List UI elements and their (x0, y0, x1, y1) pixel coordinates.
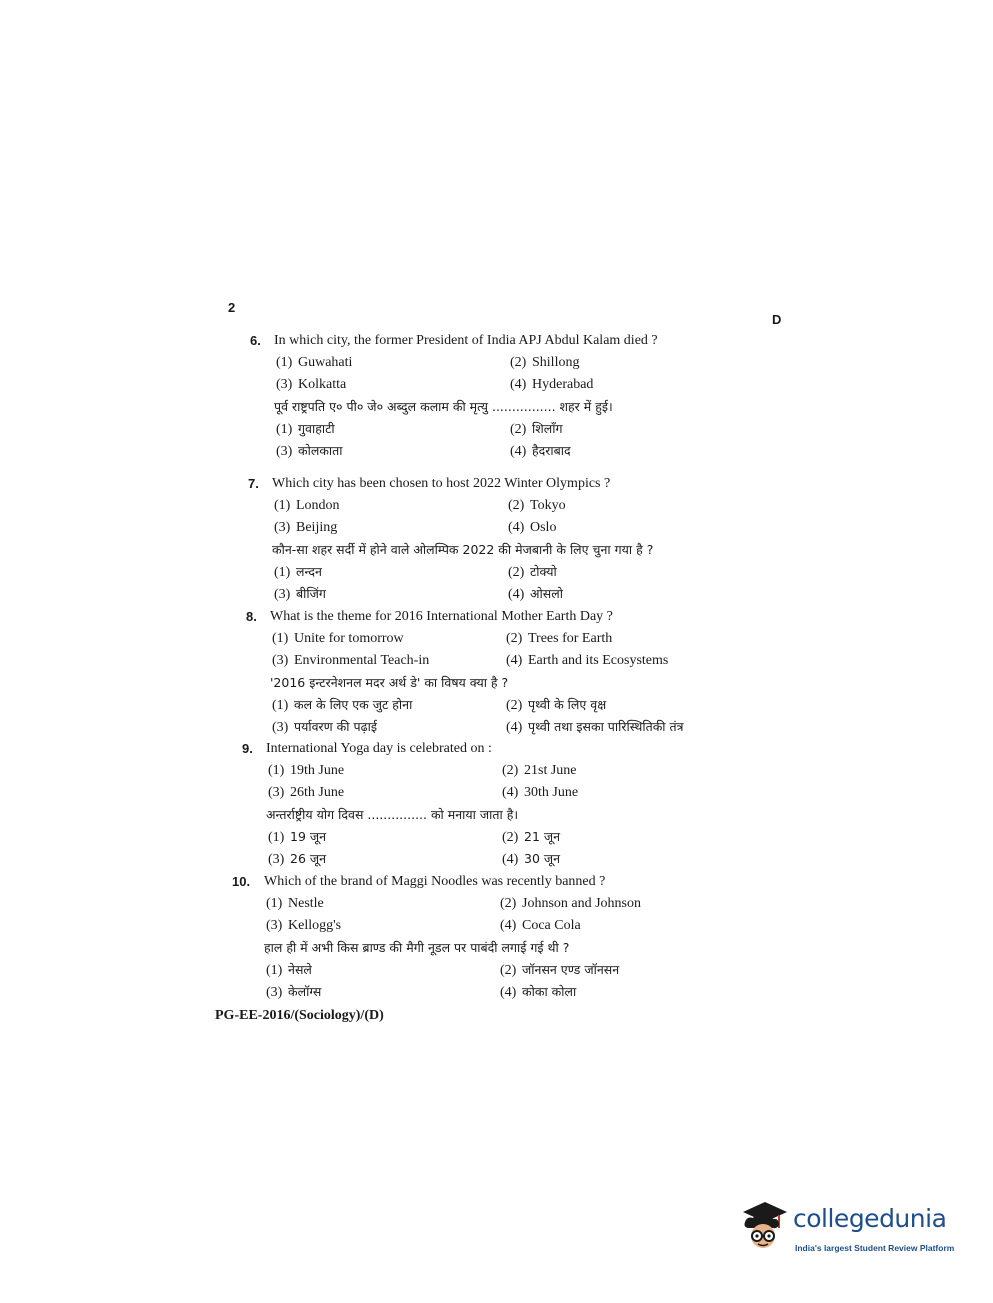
option-4-hindi: (4) कोका कोला (500, 984, 577, 1000)
option-3: (3) Beijing (274, 520, 338, 535)
question-text: Which of the brand of Maggi Noodles was recently banned ? (264, 874, 606, 889)
option-1-hindi: (1) नेसले (266, 962, 312, 978)
option-3-hindi: (3) 26 जून (268, 851, 327, 867)
option-1-hindi: (1) गुवाहाटी (276, 421, 335, 437)
question-number: 7. (248, 476, 259, 491)
option-4: (4) Oslo (508, 520, 557, 535)
brand-tagline: India's largest Student Review Platform (795, 1243, 955, 1253)
page-number: 2 (228, 300, 236, 315)
option-2-hindi: (2) 21 जून (502, 829, 561, 845)
booklet-code: D (772, 312, 782, 327)
brand-name: collegedunia (793, 1204, 947, 1233)
option-2-hindi: (2) टोक्यो (508, 564, 557, 580)
option-2: (2) 21st June (502, 763, 577, 778)
option-4-hindi: (4) हैदराबाद (510, 443, 571, 459)
question-6 (250, 331, 744, 463)
option-4: (4) Earth and its Ecosystems (506, 653, 669, 668)
student-mascot-icon (735, 1198, 791, 1258)
option-1-hindi: (1) कल के लिए एक जुट होना (272, 697, 413, 713)
question-10 (232, 872, 734, 1004)
question-text: In which city, the former President of India APJ Abdul Kalam died ? (274, 333, 658, 348)
option-2-hindi: (2) जॉनसन एण्ड जॉनसन (500, 962, 620, 978)
question-number: 10. (232, 874, 251, 889)
question-number: 8. (246, 609, 257, 624)
option-4-hindi: (4) ओसलो (508, 586, 563, 602)
option-4-hindi: (4) पृथ्वी तथा इसका पारिस्थितिकी तंत्र (506, 719, 684, 735)
question-9 (242, 739, 736, 871)
question-7 (248, 474, 742, 606)
question-number: 9. (242, 741, 253, 756)
option-4-hindi: (4) 30 जून (502, 851, 561, 867)
collegedunia-watermark (735, 1196, 965, 1262)
option-3: (3) Environmental Teach-in (272, 653, 430, 668)
option-2-hindi: (2) शिलाँग (510, 421, 563, 437)
question-text: International Yoga day is celebrated on : (266, 741, 492, 756)
option-3: (3) Kolkatta (276, 377, 347, 392)
option-1: (1) 19th June (268, 763, 345, 778)
option-4: (4) Hyderabad (510, 377, 594, 392)
question-text-hindi: '2016 इन्टरनेशनल मदर अर्थ डे' का विषय क्या है ? (270, 675, 509, 690)
option-3-hindi: (3) कोलकाता (276, 443, 343, 459)
question-text: What is the theme for 2016 International Mother Earth Day ? (270, 609, 613, 624)
question-text-hindi: हाल ही में अभी किस ब्राण्ड की मैगी नूडल पर पाबंदी लगाई गई थी ? (264, 940, 570, 955)
option-3-hindi: (3) बीजिंग (274, 586, 326, 602)
option-3: (3) Kellogg's (266, 918, 342, 933)
question-number: 6. (250, 333, 261, 348)
paper-code-footer: PG-EE-2016/(Sociology)/(D) (215, 1008, 384, 1023)
option-2: (2) Trees for Earth (506, 631, 613, 646)
option-2: (2) Johnson and Johnson (500, 896, 642, 911)
question-8 (246, 607, 740, 739)
option-3: (3) 26th June (268, 785, 345, 800)
option-3-hindi: (3) केलॉग्स (266, 984, 322, 1000)
option-2: (2) Shillong (510, 355, 580, 370)
option-1-hindi: (1) 19 जून (268, 829, 327, 845)
option-3-hindi: (3) पर्यावरण की पढ़ाई (272, 719, 377, 735)
option-1-hindi: (1) लन्दन (274, 564, 322, 580)
option-1: (1) Nestle (266, 896, 324, 911)
option-1: (1) London (274, 498, 340, 513)
option-1: (1) Guwahati (276, 355, 353, 370)
option-2: (2) Tokyo (508, 498, 566, 513)
question-text: Which city has been chosen to host 2022 Winter Olympics ? (272, 476, 611, 491)
option-1: (1) Unite for tomorrow (272, 631, 404, 646)
option-4: (4) 30th June (502, 785, 579, 800)
question-text-hindi: अन्तर्राष्ट्रीय योग दिवस ............... को मनाया जाता है। (266, 807, 519, 822)
option-4: (4) Coca Cola (500, 918, 581, 933)
option-2-hindi: (2) पृथ्वी के लिए वृक्ष (506, 697, 607, 713)
question-text-hindi: पूर्व राष्ट्रपति ए० पी० जे० अब्दुल कलाम की मृत्यु ................ शहर में हुई। (274, 399, 613, 414)
question-text-hindi: कौन-सा शहर सर्दी में होने वाले ओलम्पिक 2022 की मेजबानी के लिए चुना गया है ? (272, 542, 654, 557)
